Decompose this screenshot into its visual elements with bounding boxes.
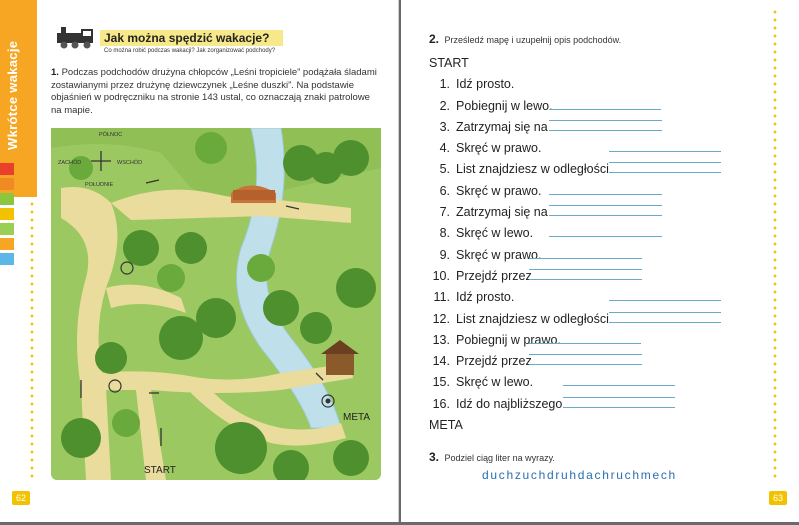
exercise1 xyxy=(51,67,377,117)
color-stripe-lightgreen xyxy=(0,223,14,235)
step-text: Zatrzymaj się na xyxy=(456,205,548,220)
step-text: Skręć w prawo. xyxy=(456,183,542,198)
step-text: Przejdź przez xyxy=(456,268,532,283)
step-text: List znajdziesz w odległości xyxy=(456,162,609,177)
exercise2-number: 2. xyxy=(429,32,440,46)
compass-west: ZACHÓD xyxy=(58,160,82,166)
step-text: Idź prosto. xyxy=(456,290,515,305)
color-stripe-red xyxy=(0,163,14,175)
step-text: Skręć w lewo. xyxy=(456,226,534,241)
step-number: 10. xyxy=(432,268,450,283)
color-stripe-green xyxy=(0,193,14,205)
step-number: 12. xyxy=(432,311,450,326)
route-step xyxy=(429,312,769,333)
route-step xyxy=(429,269,769,290)
answer-line[interactable] xyxy=(609,172,721,173)
route-step xyxy=(429,141,769,162)
left-page xyxy=(0,0,399,522)
side-tab-label: Wkrótce wakacje xyxy=(5,40,20,150)
answer-line[interactable] xyxy=(563,385,675,386)
answer-line[interactable] xyxy=(609,312,721,313)
dotted-border xyxy=(773,8,777,478)
answer-line[interactable] xyxy=(609,322,721,323)
answer-line[interactable] xyxy=(609,300,721,301)
route-step xyxy=(429,375,769,396)
answer-line[interactable] xyxy=(609,151,721,152)
answer-line[interactable] xyxy=(529,364,642,365)
exercise2-text: Prześledź mapę i uzupełnij opis podchodów. xyxy=(444,35,622,45)
route-step xyxy=(429,333,769,354)
step-number: 5. xyxy=(439,162,450,177)
color-stripe-orange xyxy=(0,178,14,190)
step-number: 13. xyxy=(432,332,450,347)
page-number-left: 62 xyxy=(12,491,30,505)
answer-line[interactable] xyxy=(529,269,642,270)
train-icon xyxy=(55,25,97,49)
exercise1-number: 1. xyxy=(51,67,59,78)
letter-string: duchzuchdruhdachruchmech xyxy=(482,468,677,482)
route-step xyxy=(429,184,769,205)
page-number-right: 63 xyxy=(769,491,787,505)
step-text: Zatrzymaj się na xyxy=(456,119,548,134)
route-meta: META xyxy=(429,418,463,433)
step-number: 9. xyxy=(439,247,450,262)
step-text: Idź do najbliższego xyxy=(456,396,563,411)
answer-line[interactable] xyxy=(529,258,642,259)
route-list xyxy=(429,56,769,439)
answer-line[interactable] xyxy=(549,215,662,216)
page-subtitle: Co można robić podczas wakacji? Jak zorganizować podchody? xyxy=(104,48,276,54)
step-number: 6. xyxy=(439,183,450,198)
map-meta-label: META xyxy=(343,412,371,423)
step-text: Skręć w prawo. xyxy=(456,141,542,156)
route-step xyxy=(429,226,769,247)
route-step xyxy=(429,99,769,120)
exercise3-text: Podziel ciąg liter na wyrazy. xyxy=(444,453,555,463)
step-number: 3. xyxy=(439,119,450,134)
step-number: 7. xyxy=(439,205,450,220)
step-text: Idź prosto. xyxy=(456,77,515,92)
exercise1-text: Podczas podchodów drużyna chłopców „Leśni tropiciele” podążała śladami zostawianymi przez drużynę dziewczynek „Leśne duszki”. Na podstawie objaśnień w podręczniku na stronie 143 ustal, co oznaczają znaki patrolowe na mapie. xyxy=(51,67,377,116)
right-page xyxy=(401,0,799,522)
step-number: 14. xyxy=(432,354,450,369)
answer-line[interactable] xyxy=(529,343,641,344)
svg-text:PÓŁNOC: PÓŁNOC xyxy=(99,132,123,138)
forest-map xyxy=(51,128,381,480)
answer-line[interactable] xyxy=(549,120,662,121)
step-number: 16. xyxy=(432,396,450,411)
step-text: Skręć w prawo. xyxy=(456,247,542,262)
route-start: START xyxy=(429,56,469,70)
answer-line[interactable] xyxy=(549,194,662,195)
exercise2 xyxy=(429,32,621,46)
step-text: Skręć w lewo. xyxy=(456,375,534,390)
compass-south: POŁUDNIE xyxy=(85,182,114,188)
exercise3 xyxy=(429,450,555,464)
color-stripe-amber xyxy=(0,238,14,250)
route-step xyxy=(429,205,769,226)
answer-line[interactable] xyxy=(549,109,661,110)
step-number: 4. xyxy=(439,141,450,156)
step-number: 15. xyxy=(432,375,450,390)
step-number: 1. xyxy=(439,77,450,92)
step-text: Pobiegnij w prawo. xyxy=(456,332,561,347)
dotted-border xyxy=(30,200,34,480)
answer-line[interactable] xyxy=(609,162,721,163)
answer-line[interactable] xyxy=(549,130,662,131)
compass-east: WSCHÓD xyxy=(117,160,143,166)
route-step xyxy=(429,162,769,183)
color-stripe-yellow xyxy=(0,208,14,220)
map-start-label: START xyxy=(144,465,176,476)
answer-line[interactable] xyxy=(563,407,675,408)
step-text: Pobiegnij w lewo. xyxy=(456,98,553,113)
exercise3-number: 3. xyxy=(429,450,440,464)
answer-line[interactable] xyxy=(529,279,642,280)
page-title: Jak można spędzić wakacje? xyxy=(104,31,270,45)
step-text: Przejdź przez xyxy=(456,354,532,369)
answer-line[interactable] xyxy=(549,236,662,237)
route-step xyxy=(429,354,769,375)
route-step xyxy=(429,290,769,311)
step-number: 11. xyxy=(433,290,450,305)
answer-line[interactable] xyxy=(529,354,642,355)
step-number: 8. xyxy=(439,226,450,241)
step-text: List znajdziesz w odległości xyxy=(456,311,609,326)
route-step xyxy=(429,120,769,141)
route-step xyxy=(429,397,769,418)
answer-line[interactable] xyxy=(549,205,662,206)
route-step xyxy=(429,77,769,98)
route-step xyxy=(429,248,769,269)
answer-line[interactable] xyxy=(563,397,675,398)
step-number: 2. xyxy=(439,98,450,113)
color-stripe-blue xyxy=(0,253,14,265)
